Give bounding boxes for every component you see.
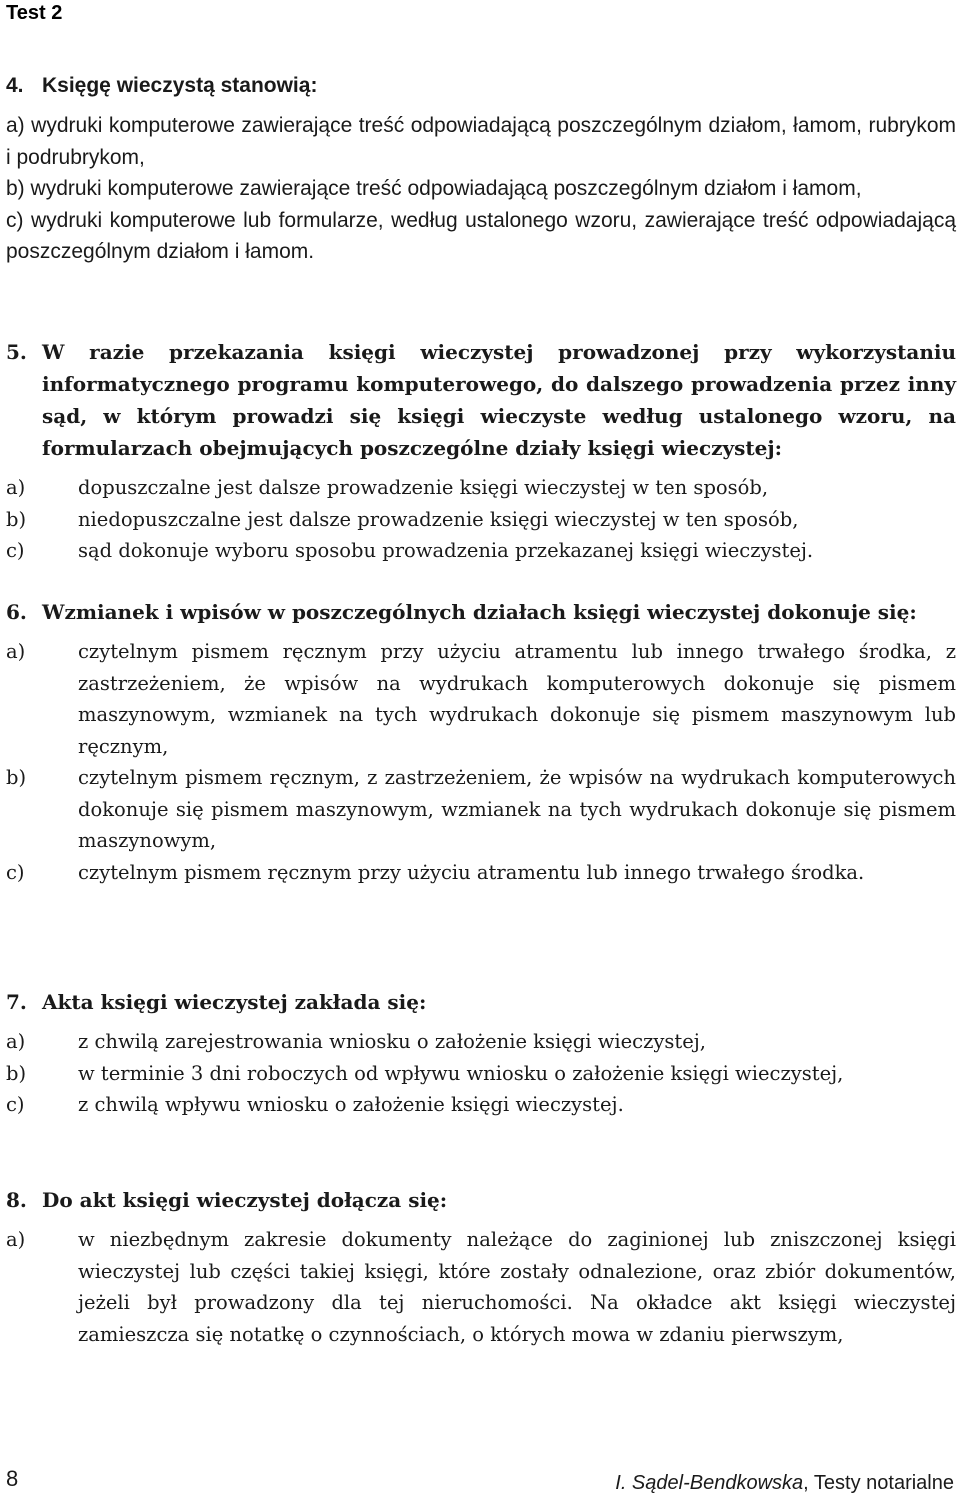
book-title: , Testy notarialne <box>803 1472 954 1494</box>
option-text: wydruki komputerowe lub formularze, według ustalonego wzoru, zawierające treść odpowiadającą poszczególnym działom i łamom. <box>6 208 957 263</box>
question-number: 7. <box>6 990 27 1014</box>
page-footer-credit <box>615 1472 954 1495</box>
option-text: sąd dokonuje wyboru sposobu prowadzenia przekazanej księgi wieczystej. <box>78 539 814 562</box>
option-label: b) <box>6 1061 27 1085</box>
option-text: czytelnym pismem ręcznym przy użyciu atramentu lub innego trwałego środka, z zastrzeżeniem, że wpisów na wydrukach komputerowych dokonuje się pismem maszynowym, wzmianek na tych wydrukach dokonuje się pismem maszynowym lub ręcznym, <box>78 640 956 758</box>
answer-option <box>6 1026 956 1058</box>
answer-option <box>6 857 956 889</box>
question-8 <box>6 1184 956 1350</box>
option-text: niedopuszczalne jest dalsze prowadzenie księgi wieczystej w ten sposób, <box>78 507 799 531</box>
answer-option <box>6 1089 956 1121</box>
option-text: z chwilą wpływu wniosku o założenie księgi wieczystej. <box>78 1093 624 1116</box>
question-5 <box>6 336 956 567</box>
question-text: Księgę wieczystą stanowią: <box>42 74 318 97</box>
question-title <box>6 986 956 1018</box>
option-label: a) <box>6 640 26 663</box>
author-name: I. Sądel-Bendkowska <box>615 1472 804 1494</box>
answer-option <box>6 173 956 205</box>
question-title <box>6 1184 956 1216</box>
option-label: a) <box>6 1228 26 1251</box>
question-number: 8. <box>6 1188 27 1212</box>
page-number: 8 <box>6 1466 19 1491</box>
answer-option <box>6 762 956 857</box>
answer-options <box>6 636 956 888</box>
question-title <box>6 596 956 628</box>
option-text: dopuszczalne jest dalsze prowadzenie księgi wieczystej w ten sposób, <box>78 476 769 499</box>
option-label: c) <box>6 1093 25 1116</box>
option-label: a) <box>6 114 25 137</box>
option-text: wydruki komputerowe zawierające treść odpowiadającą poszczególnym działom i łamom, <box>30 177 862 200</box>
question-title <box>6 70 956 102</box>
option-text: wydruki komputerowe zawierające treść odpowiadającą poszczególnym działom, łamom, rubrykom i podrubrykom, <box>6 114 956 169</box>
question-number: 4. <box>6 74 24 97</box>
option-label: c) <box>6 860 25 884</box>
answer-options <box>6 472 956 567</box>
answer-option <box>6 205 956 268</box>
answer-options <box>6 110 956 268</box>
question-number: 6. <box>6 600 27 624</box>
answer-option <box>6 636 956 762</box>
option-label: b) <box>6 177 25 200</box>
option-label: b) <box>6 766 27 789</box>
answer-options <box>6 1026 956 1121</box>
question-text: Akta księgi wieczystej zakłada się: <box>42 990 427 1014</box>
answer-option <box>6 504 956 536</box>
answer-option <box>6 1058 956 1090</box>
answer-option <box>6 472 956 504</box>
option-text: z chwilą zarejestrowania wniosku o założenie księgi wieczystej, <box>78 1030 707 1053</box>
answer-option <box>6 110 956 173</box>
question-7 <box>6 986 956 1121</box>
question-number: 5. <box>6 340 27 364</box>
answer-option <box>6 1224 956 1350</box>
question-title <box>6 336 956 464</box>
answer-options <box>6 1224 956 1350</box>
option-label: c) <box>6 539 25 562</box>
answer-option <box>6 535 956 567</box>
question-text: Do akt księgi wieczystej dołącza się: <box>42 1188 448 1212</box>
option-label: a) <box>6 1030 26 1053</box>
option-label: c) <box>6 208 24 232</box>
question-text: W razie przekazania księgi wieczystej prowadzonej przy wykorzystaniu informatycznego programu komputerowego, do dalszego prowadzenia przez inny sąd, w którym prowadzi się księgi wieczyste według ustalonego wzoru, na formularzach obejmujących poszczególne działy księgi wieczystej: <box>42 340 956 460</box>
question-text: Wzmianek i wpisów w poszczególnych działach księgi wieczystej dokonuje się: <box>42 600 917 624</box>
option-text: w terminie 3 dni roboczych od wpływu wniosku o założenie księgi wieczystej, <box>78 1061 844 1085</box>
question-4 <box>6 70 956 268</box>
page-header: Test 2 <box>6 2 63 24</box>
option-text: czytelnym pismem ręcznym, z zastrzeżeniem, że wpisów na wydrukach komputerowych dokonuje się pismem maszynowym, wzmianek na tych wydrukach dokonuje się pismem maszynowym, <box>78 766 956 852</box>
question-6 <box>6 596 956 888</box>
option-label: b) <box>6 507 27 531</box>
option-text: czytelnym pismem ręcznym przy użyciu atramentu lub innego trwałego środka. <box>78 860 865 884</box>
option-text: w niezbędnym zakresie dokumenty należące do zaginionej lub zniszczonej księgi wieczystej lub części takiej księgi, które zostały odnalezione, oraz zbiór dokumentów, jeżeli był prowadzony dla tej nieruchomości. Na okładce akt księgi wieczystej zamieszcza się notatkę o czynnościach, o których mowa w zdaniu pierwszym, <box>78 1228 956 1346</box>
option-label: a) <box>6 476 26 499</box>
